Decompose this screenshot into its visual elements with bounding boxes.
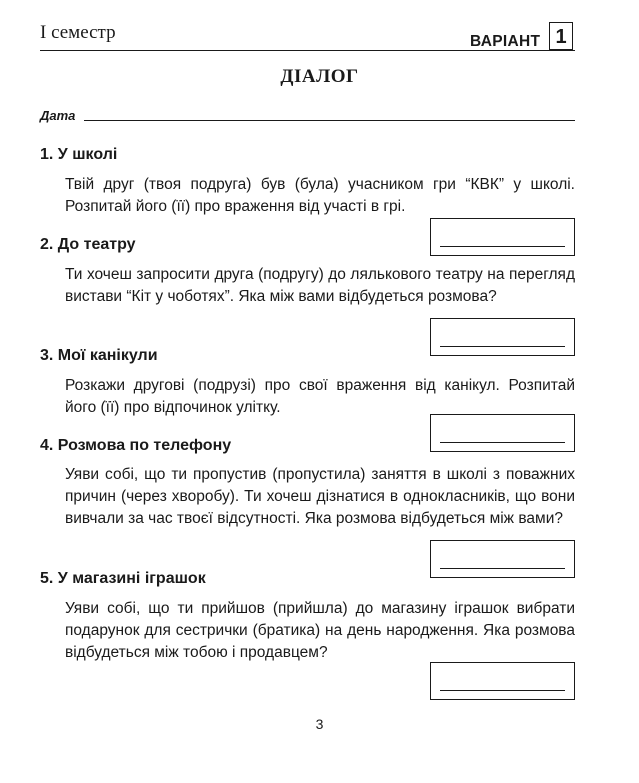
section-heading-theatre: 2. До театру [40,236,136,253]
date-input-line[interactable] [84,120,575,121]
section-text-school: Твій друг (твоя подруга) був (була) учасником гри “КВК” у школі. Розпитай його (її) про враження від участі в грі. [65,176,575,215]
section-text-phone: Уяви собі, що ти пропустив (пропустила) заняття в школі з поважних причин (через хворобу). Ти хочеш дізнатися в однокласників, що вони вивчали за час твоєї відсутності. Яка розмова відбудеться між вами? [65,466,575,527]
grade-box-3[interactable] [430,414,575,452]
section-heading-toy-store: 5. У магазині іграшок [40,570,206,587]
variant-number: 1 [549,22,573,50]
section-heading-school: 1. У школі [40,146,118,163]
grade-box-5[interactable] [430,662,575,700]
section-heading-phone: 4. Розмова по телефону [40,437,232,454]
semester-label: I семестр [40,22,116,43]
section-text-holidays: Розкажи другові (подрузі) про свої враження від канікул. Розпитай його (її) про відпочинок улітку. [65,377,575,416]
page-title: ДІАЛОГ [280,66,359,87]
grade-box-4[interactable] [430,540,575,578]
section-text-toy-store: Уяви собі, що ти прийшов (прийшла) до магазину іграшок вибрати подарунок для сестрички (братика) на день народження. Яка розмова відбудеться між тобою і продавцем? [65,600,575,661]
grade-box-2[interactable] [430,318,575,356]
header-divider [40,50,575,51]
page-number: 3 [315,716,324,732]
variant-label: ВАРІАНТ [470,33,541,50]
grade-box-1[interactable] [430,218,575,256]
section-heading-holidays: 3. Мої канікули [40,347,158,364]
date-label: Дата [40,108,76,123]
section-text-theatre: Ти хочеш запросити друга (подругу) до лялькового театру на перегляд вистави “Кіт у чоботях”. Яка між вами відбудеться розмова? [65,266,575,305]
